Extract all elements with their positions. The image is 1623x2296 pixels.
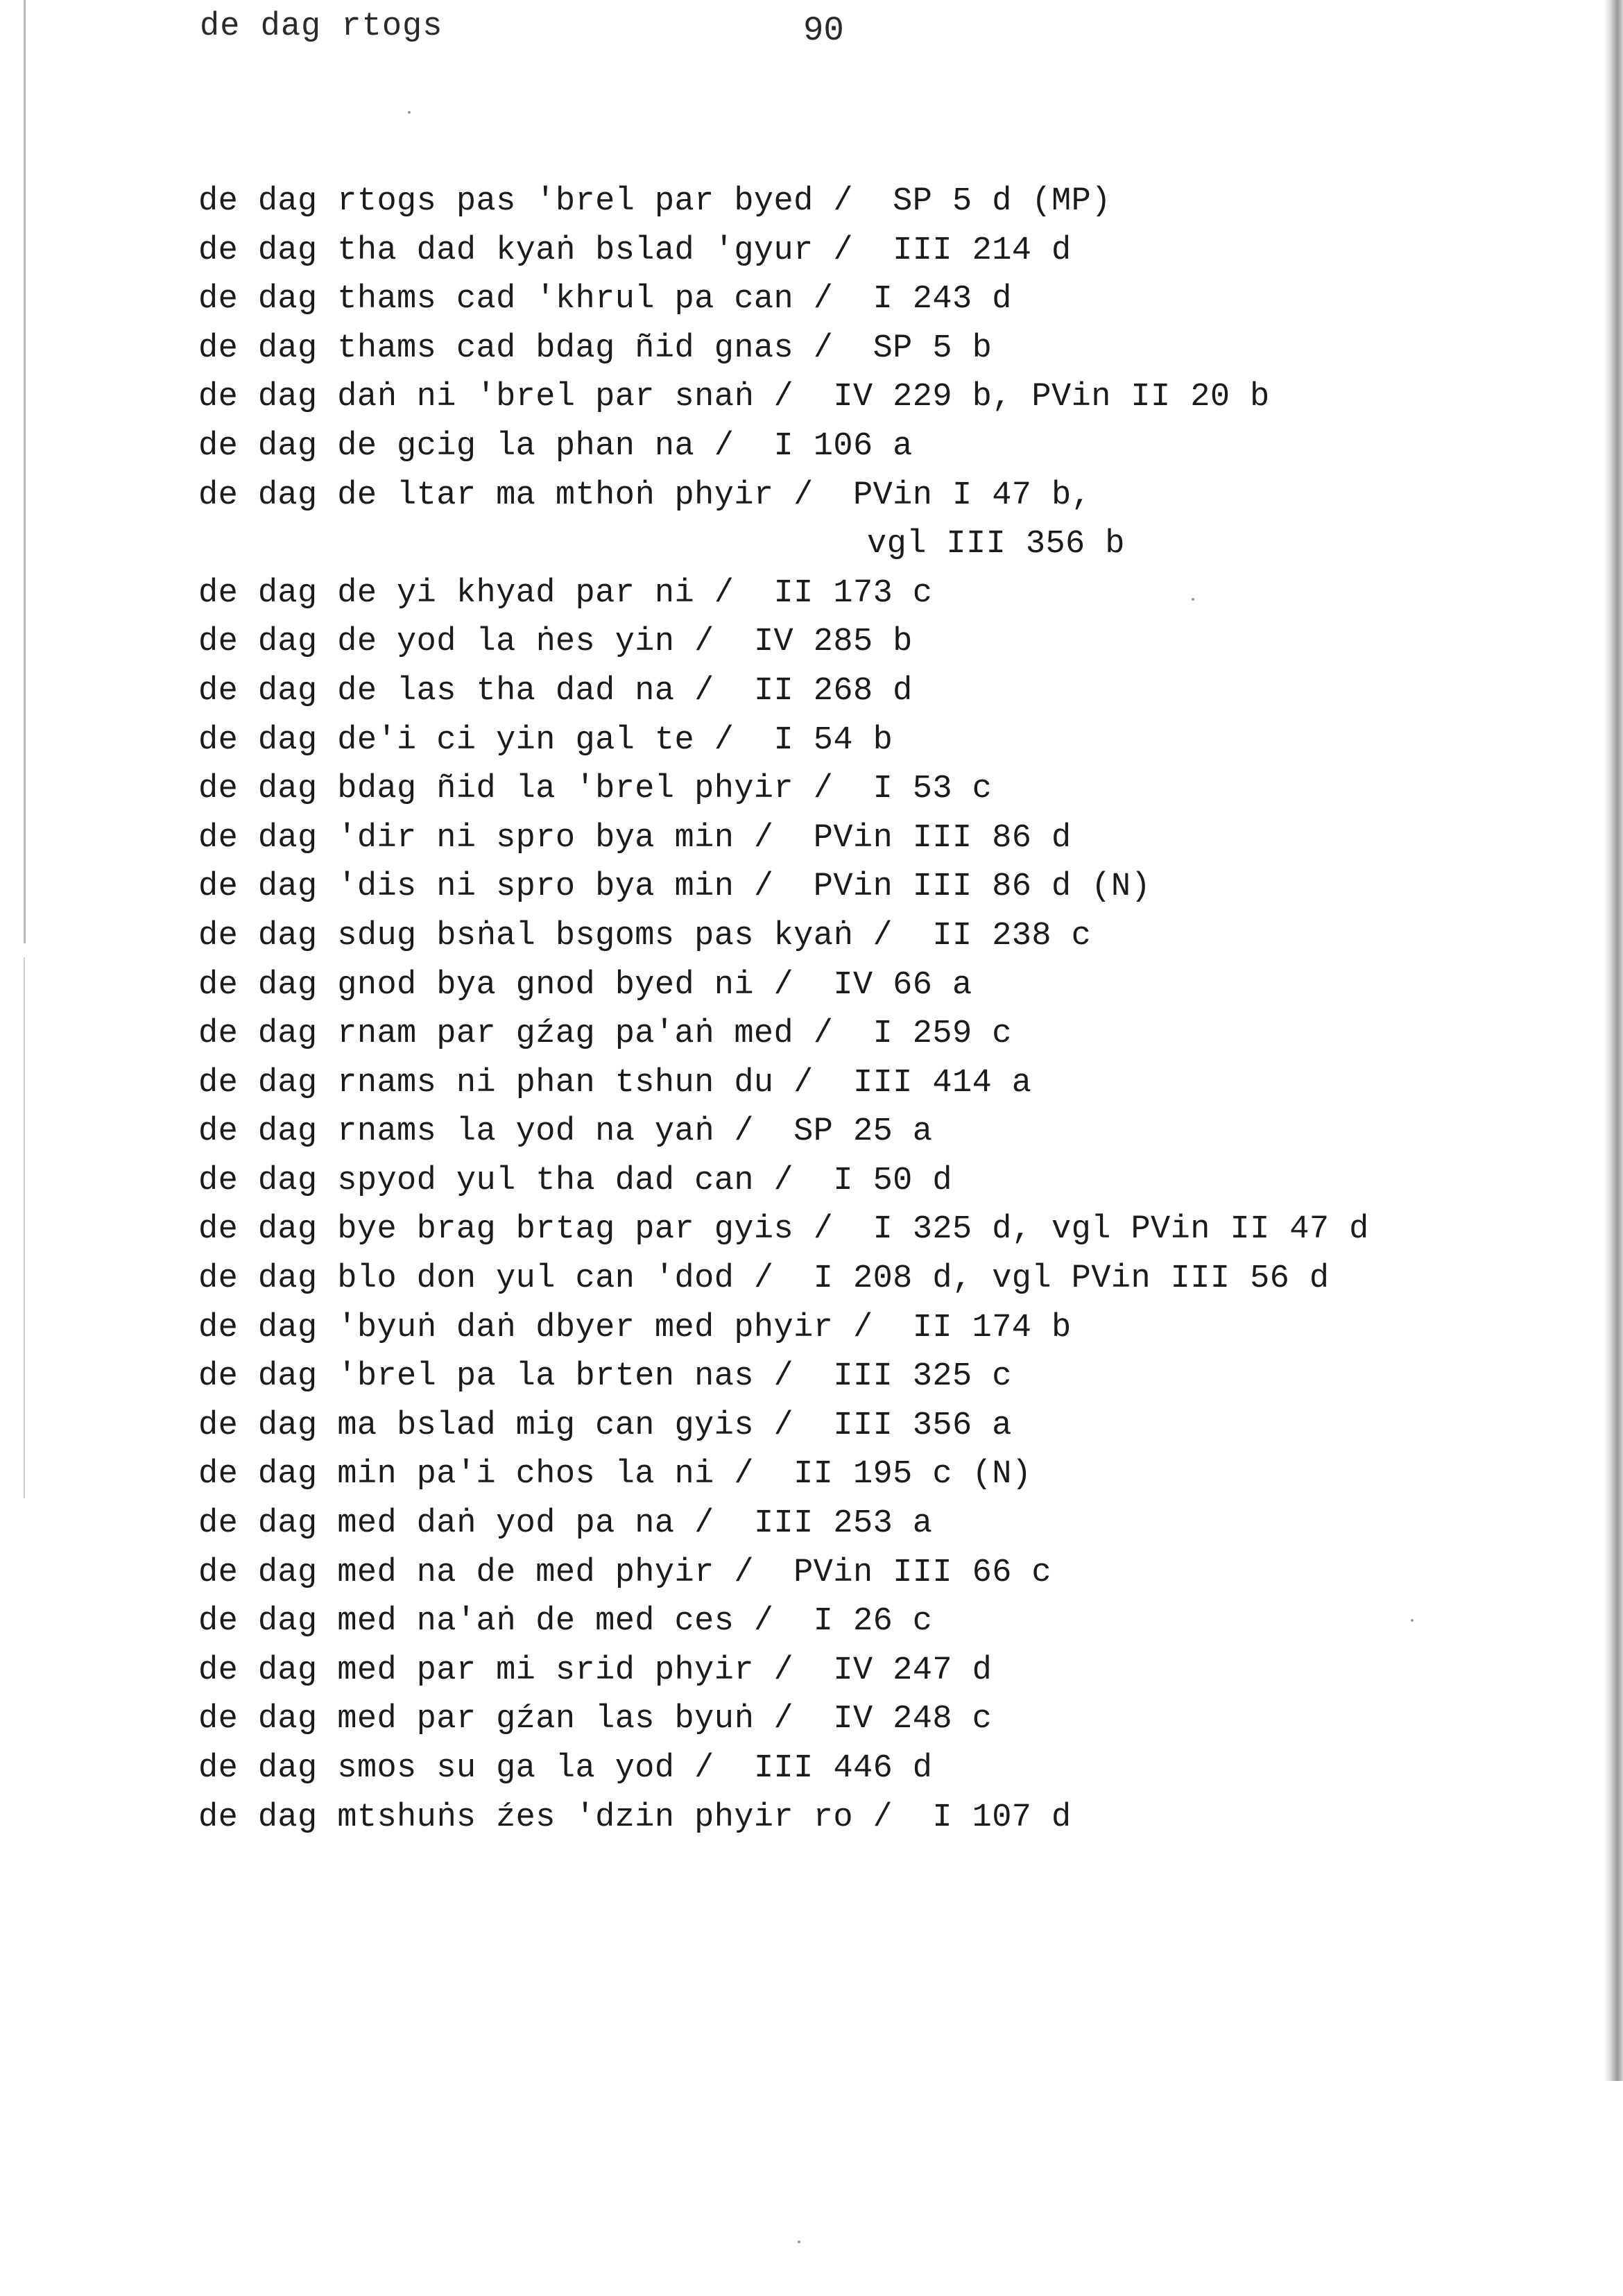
entry-reference: SP 5 d (MP) — [893, 183, 1111, 220]
list-item — [198, 472, 1516, 521]
entry-term: de dag 'brel pa la brten nas / — [198, 1358, 794, 1396]
entry-reference: PVin III 66 c — [793, 1554, 1052, 1591]
entry-list — [198, 178, 1516, 1842]
entry-reference: IV 229 b, PVin II 20 b — [833, 379, 1270, 416]
entry-reference: PVin I 47 b, — [852, 477, 1092, 514]
list-item — [198, 1695, 1516, 1745]
scan-speck — [1192, 598, 1194, 601]
list-item — [198, 667, 1516, 717]
entry-term: de dag 'byuṅ daṅ dbyer med phyir / — [198, 1309, 873, 1346]
entry-reference: IV 66 a — [833, 966, 972, 1004]
entry-term: de dag med na'aṅ de med ces / — [198, 1603, 774, 1640]
entry-reference: I 53 c — [873, 771, 993, 808]
list-item — [198, 1255, 1516, 1304]
entry-term: de dag de las tha dad na / — [198, 672, 714, 710]
entry-reference: I 259 c — [873, 1016, 1012, 1053]
list-item — [198, 178, 1516, 227]
list-item — [198, 1304, 1516, 1353]
entry-term: de dag de ltar ma mthoṅ phyir / — [198, 477, 814, 514]
list-item — [198, 912, 1516, 961]
entry-term: de dag med par mi srid phyir / — [198, 1652, 794, 1689]
entry-term: de dag smos su ga la yod / — [198, 1750, 714, 1787]
list-item — [198, 618, 1516, 667]
entry-reference: PVin III 86 d — [813, 819, 1072, 857]
list-item — [198, 275, 1516, 325]
entry-reference: SP 25 a — [793, 1113, 933, 1151]
entry-term: de dag tha dad kyaṅ bslad 'gyur / — [198, 232, 853, 269]
entry-reference: I 243 d — [873, 281, 1012, 318]
entry-reference: II 174 b — [912, 1309, 1072, 1346]
entry-reference: III 446 d — [753, 1750, 933, 1787]
entry-reference: III 414 a — [852, 1064, 1032, 1102]
entry-reference: IV 285 b — [753, 624, 913, 661]
entry-term: de dag spyod yul tha dad can / — [198, 1162, 794, 1199]
entry-term: de dag med par gźan las byuṅ / — [198, 1701, 794, 1738]
list-item — [198, 1206, 1516, 1255]
entry-reference: I 107 d — [932, 1799, 1072, 1836]
list-item — [198, 422, 1516, 472]
list-item — [198, 961, 1516, 1011]
entry-reference: I 325 d, vgl PVin II 47 d — [873, 1211, 1369, 1249]
entry-term: de dag de gcig la phan na / — [198, 427, 735, 465]
entry-term: de dag bye brag brtag par gyis / — [198, 1211, 834, 1249]
entry-reference: I 50 d — [833, 1162, 952, 1199]
entry-reference: I 106 a — [773, 427, 913, 465]
page-edge-shadow — [1604, 0, 1623, 2081]
entry-term: de dag de yi khyad par ni / — [198, 574, 735, 612]
entry-reference: II 195 c (N) — [793, 1456, 1032, 1493]
entry-term: de dag de yod la ṅes yin / — [198, 624, 714, 661]
list-item — [198, 373, 1516, 422]
entry-term: de dag med na de med phyir / — [198, 1554, 754, 1591]
running-head: de dag rtogs — [200, 8, 443, 45]
list-item — [198, 1450, 1516, 1500]
entry-reference: I 208 d, vgl PVin III 56 d — [813, 1260, 1330, 1298]
entry-term: de dag blo don yul can 'dod / — [198, 1260, 774, 1298]
entry-reference: vgl III 356 b — [867, 526, 1125, 563]
list-item — [198, 1500, 1516, 1549]
list-item — [198, 569, 1516, 619]
entry-reference: I 54 b — [773, 721, 893, 759]
entry-reference: II 238 c — [932, 917, 1092, 954]
list-item — [198, 1597, 1516, 1647]
list-item — [198, 1059, 1516, 1108]
entry-reference: III 214 d — [893, 232, 1072, 269]
entry-term: de dag rtogs pas 'brel par byed / — [198, 183, 853, 220]
entry-term: de dag thams cad bdag ñid gnas / — [198, 329, 834, 367]
list-item — [198, 717, 1516, 766]
list-item — [198, 1794, 1516, 1843]
entry-term: de dag rnams ni phan tshun du / — [198, 1064, 814, 1102]
entry-reference: IV 248 c — [833, 1701, 993, 1738]
entry-term: de dag mtshuṅs źes 'dzin phyir ro / — [198, 1799, 893, 1836]
list-item — [198, 325, 1516, 374]
entry-term: de dag thams cad 'khrul pa can / — [198, 281, 834, 318]
left-margin-rule-lower — [24, 957, 25, 1498]
entry-reference: III 325 c — [833, 1358, 1012, 1396]
list-item — [198, 227, 1516, 276]
entry-reference: III 356 a — [833, 1407, 1012, 1444]
list-item — [198, 520, 1516, 569]
entry-reference: PVin III 86 d (N) — [813, 868, 1151, 906]
entry-term: de dag sdug bsṅal bsgoms pas kyaṅ / — [198, 917, 893, 954]
entry-reference: II 173 c — [773, 574, 933, 612]
page-number: 90 — [803, 11, 844, 50]
entry-term: de dag 'dis ni spro bya min / — [198, 868, 774, 906]
scan-speck — [798, 2241, 800, 2243]
entry-term: de dag 'dir ni spro bya min / — [198, 819, 774, 857]
entry-term: de dag med daṅ yod pa na / — [198, 1505, 714, 1543]
entry-term: de dag daṅ ni 'brel par snaṅ / — [198, 379, 794, 416]
list-item — [198, 765, 1516, 814]
entry-term: de dag min pa'i chos la ni / — [198, 1456, 754, 1493]
entry-term: de dag rnam par gźag pa'aṅ med / — [198, 1016, 834, 1053]
entry-term: de dag bdag ñid la 'brel phyir / — [198, 771, 834, 808]
scan-speck — [408, 111, 411, 114]
left-margin-rule — [24, 0, 26, 943]
list-item — [198, 1353, 1516, 1402]
list-item — [198, 1157, 1516, 1206]
list-item — [198, 1010, 1516, 1059]
entry-reference: I 26 c — [813, 1603, 933, 1640]
list-item — [198, 1549, 1516, 1598]
list-item — [198, 1745, 1516, 1794]
list-item — [198, 1647, 1516, 1696]
entry-term: de dag de'i ci yin gal te / — [198, 721, 735, 759]
list-item — [198, 863, 1516, 912]
entry-reference: SP 5 b — [873, 329, 993, 367]
list-item — [198, 814, 1516, 864]
entry-reference: II 268 d — [753, 672, 913, 710]
entry-term: de dag gnod bya gnod byed ni / — [198, 966, 794, 1004]
entry-term: de dag ma bslad mig can gyis / — [198, 1407, 794, 1444]
entry-reference: IV 247 d — [833, 1652, 993, 1689]
entry-reference: III 253 a — [753, 1505, 933, 1543]
scan-speck — [1411, 1619, 1414, 1622]
list-item — [198, 1108, 1516, 1157]
list-item — [198, 1402, 1516, 1451]
entry-term: de dag rnams la yod na yaṅ / — [198, 1113, 754, 1151]
